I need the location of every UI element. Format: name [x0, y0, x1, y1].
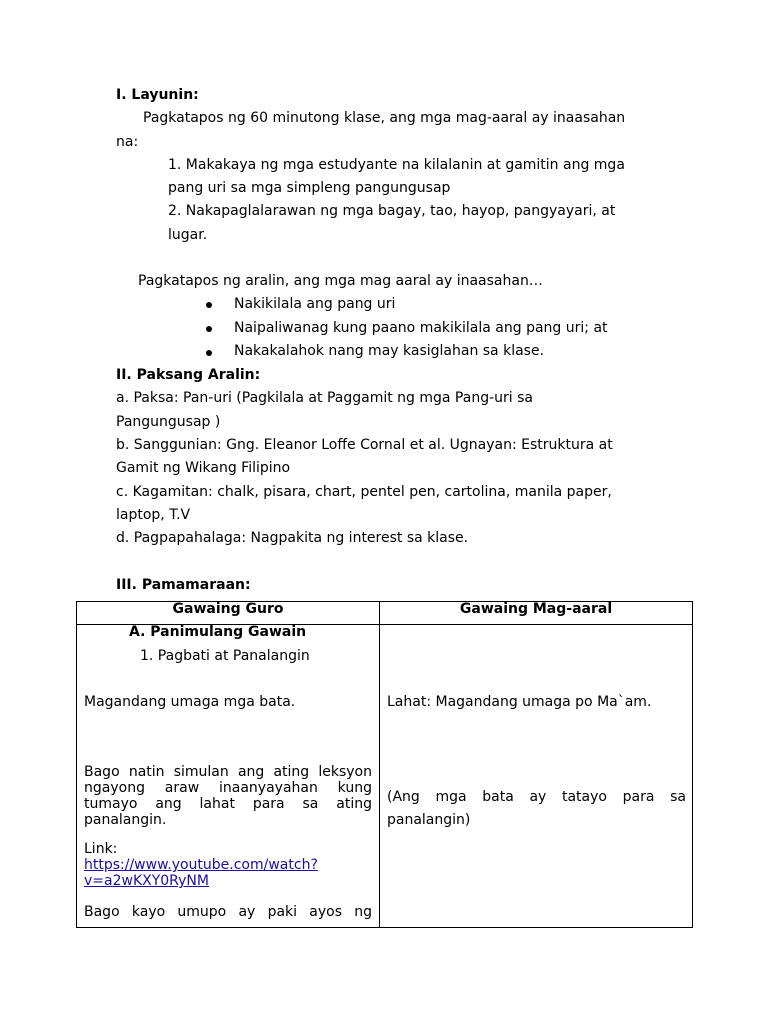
bullet-icon — [206, 350, 212, 356]
youtube-link-line2[interactable]: v=a2wKXY0RyNM — [84, 873, 209, 889]
bullet-icon — [206, 326, 212, 332]
objective-1-line1: 1. Makakaya ng mga estudyante na kilalanin at gamitin ang mga — [168, 157, 625, 173]
students-greeting: Lahat: Magandang umaga po Ma`am. — [387, 694, 652, 710]
sanggunian-line1: b. Sanggunian: Gng. Eleanor Loffe Cornal et al. Ugnayan: Estruktura at — [116, 437, 613, 453]
teacher-prayer-instruction: Bago natin simulan ang ating leksyon ngayong araw inaanyayahan kung tumayo ang lahat para sa ating panalangin. — [84, 764, 372, 828]
after-lesson-intro: Pagkatapos ng aralin, ang mga mag aaral ay inaasahan… — [138, 273, 543, 289]
paksa-line1: a. Paksa: Pan-uri (Pagkilala at Paggamit ng mga Pang-uri sa — [116, 390, 533, 406]
sub-pagbati-panalangin: 1. Pagbati at Panalangin — [140, 648, 310, 664]
youtube-link-line1[interactable]: https://www.youtube.com/watch? — [84, 857, 318, 873]
layunin-intro-line1: Pagkatapos ng 60 minutong klase, ang mga mag-aaral ay inaasahan — [143, 110, 626, 126]
table-column-divider — [379, 601, 380, 928]
kagamitan-line2: laptop, T.V — [116, 507, 191, 523]
paksang-aralin-heading: II. Paksang Aralin: — [116, 367, 261, 383]
bullet-item-3: Nakakalahok nang may kasiglahan sa klase. — [234, 343, 545, 359]
objective-2-line2: lugar. — [168, 227, 208, 243]
section-panimulang-gawain: A. Panimulang Gawain — [129, 624, 307, 640]
students-prayer-line1: (Ang mga bata ay tatayo para sa — [387, 789, 686, 805]
kagamitan-line1: c. Kagamitan: chalk, pisara, chart, pentel pen, cartolina, manila paper, — [116, 484, 612, 500]
table-header-mag-aaral: Gawaing Mag-aaral — [459, 601, 613, 617]
link-label: Link: — [84, 841, 118, 857]
pamamaraan-heading: III. Pamamaraan: — [116, 577, 251, 593]
layunin-intro-line2: na: — [116, 134, 139, 150]
students-prayer-line2: panalangin) — [387, 812, 471, 828]
paksa-line2: Pangungusap ) — [116, 414, 221, 430]
sanggunian-line2: Gamit ng Wikang Filipino — [116, 460, 291, 476]
teacher-last-line: Bago kayo umupo ay paki ayos ng — [84, 904, 372, 920]
objective-2-line1: 2. Nakapaglalarawan ng mga bagay, tao, hayop, pangyayari, at — [168, 203, 616, 219]
objective-1-line2: pang uri sa mga simpleng pangungusap — [168, 180, 451, 196]
layunin-heading: I. Layunin: — [116, 87, 199, 103]
table-header-guro: Gawaing Guro — [172, 601, 284, 617]
pagpapahalaga-line: d. Pagpapahalaga: Nagpakita ng interest sa klase. — [116, 530, 469, 546]
bullet-icon — [206, 302, 212, 308]
teacher-greeting: Magandang umaga mga bata. — [84, 694, 296, 710]
bullet-item-2: Naipaliwanag kung paano makikilala ang pang uri; at — [234, 320, 608, 336]
bullet-item-1: Nakikilala ang pang uri — [234, 296, 396, 312]
